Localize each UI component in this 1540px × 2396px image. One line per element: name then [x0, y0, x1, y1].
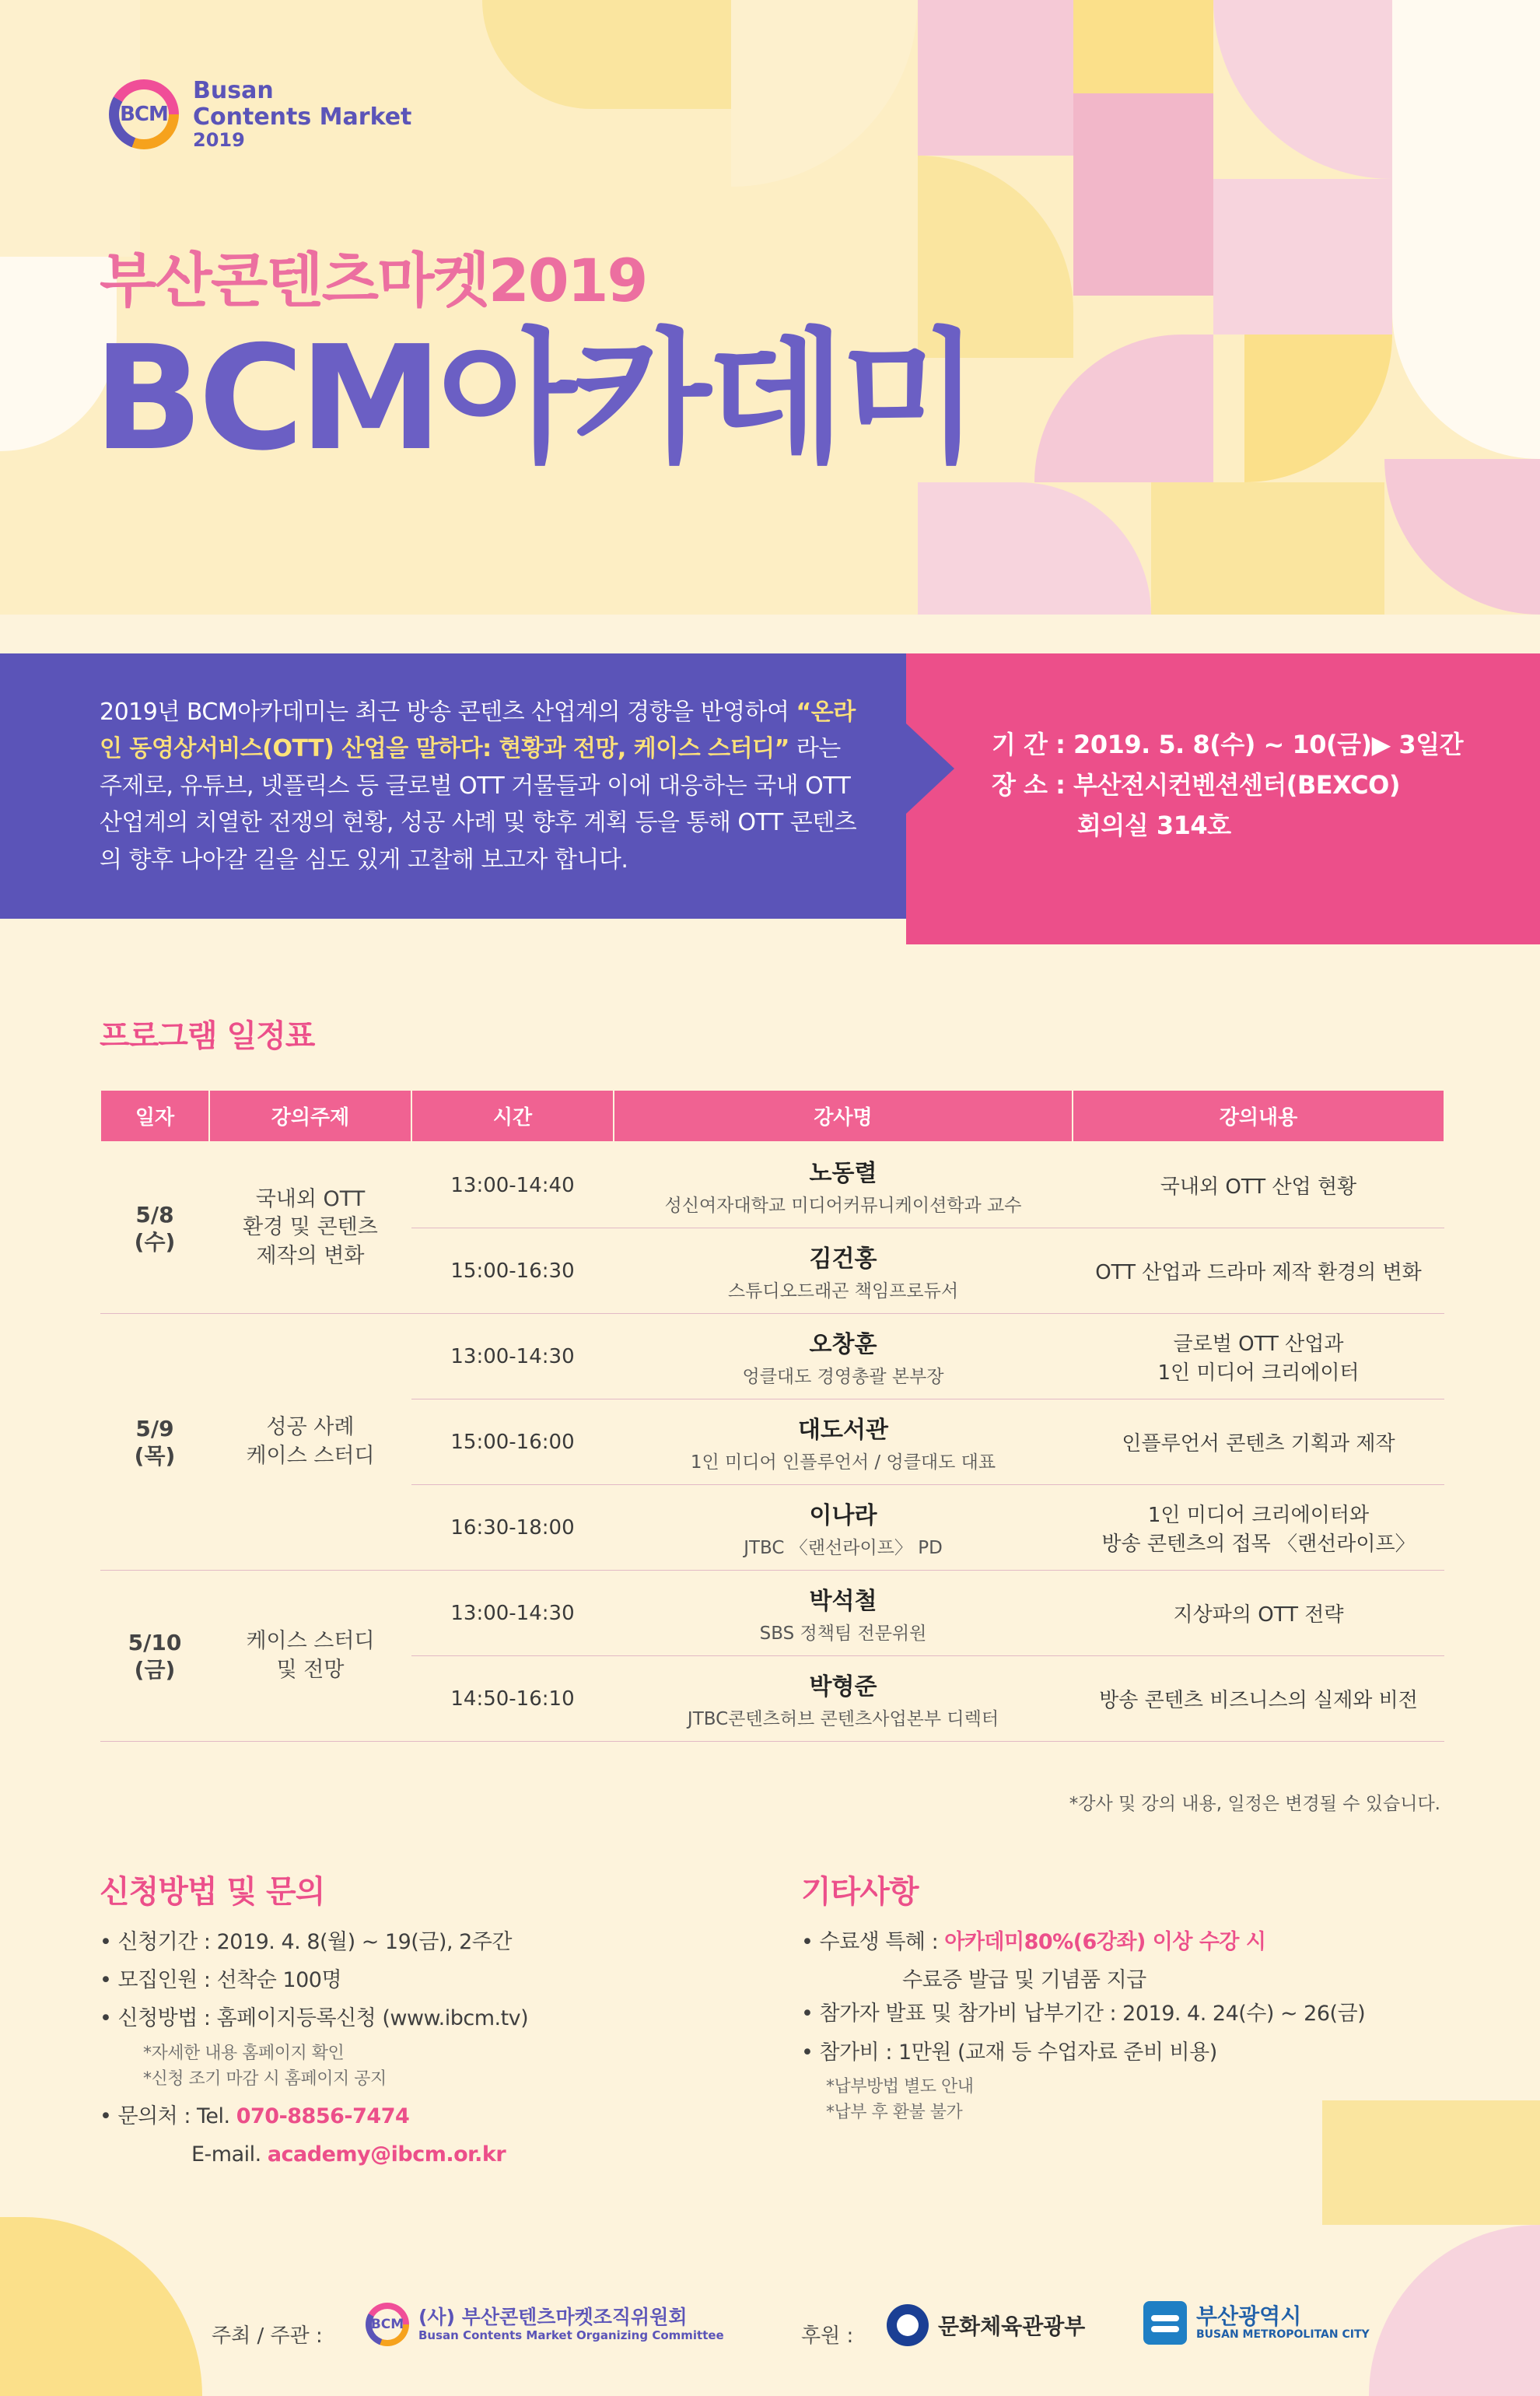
bg-shape-5 — [1073, 93, 1213, 296]
apply-item-capacity: • 모집인원 : 선착순 100명 — [100, 1968, 342, 1993]
footer-sponsor-2 — [1143, 2301, 1370, 2345]
table-row — [100, 1571, 1444, 1656]
apply-email[interactable]: academy@ibcm.or.kr — [267, 2142, 506, 2167]
lecturer-affiliation: 성신여자대학교 미디어커뮤니케이션학과 교수 — [664, 1196, 1022, 1216]
apply-section-title: 신청방법 및 문의 — [100, 1874, 325, 1910]
table-row — [100, 1314, 1444, 1399]
col-time: 시간 — [411, 1090, 614, 1142]
logo-line-1: Busan — [193, 77, 274, 104]
lecturer-name: 박석철 — [809, 1588, 877, 1615]
bg-shape-4 — [1392, 0, 1540, 257]
program-schedule-table — [100, 1089, 1445, 1742]
description-part1: 2019년 BCM아카데미는 최근 방송 콘텐츠 산업계의 경향을 반영하여 — [100, 699, 796, 726]
cell-lecturer — [614, 1485, 1073, 1571]
schedule-note: *강사 및 강의 내용, 일정은 변경될 수 있습니다. — [1069, 1794, 1440, 1814]
apply-note-1: *자세한 내용 홈페이지 확인 — [143, 2043, 345, 2063]
lecturer-name: 노동렬 — [809, 1160, 877, 1187]
apply-item-period: • 신청기간 : 2019. 4. 8(월) ~ 19(금), 2주간 — [100, 1930, 512, 1954]
footer-host-names — [418, 2307, 724, 2343]
footer-sponsor-2-name-en: BUSAN METROPOLITAN CITY — [1196, 2328, 1370, 2342]
bcm-logo-mark-text: BCM — [119, 89, 169, 139]
etc-benefit-highlight: 아카데미80%(6강좌) 이상 수강 시 — [944, 1930, 1266, 1954]
lecturer-name: 오창훈 — [809, 1331, 877, 1358]
col-lecturer: 강사명 — [614, 1090, 1073, 1142]
apply-email-prefix: E-mail. — [191, 2142, 268, 2167]
schedule-body — [100, 1142, 1444, 1742]
cell-lecturer — [614, 1399, 1073, 1485]
footer-host-name: (사) 부산콘텐츠마켓조직위원회 — [418, 2305, 688, 2328]
footer-sponsor-2-name: 부산광역시 — [1196, 2303, 1302, 2329]
cell-content: 1인 미디어 크리에이터와 방송 콘텐츠의 접목 〈랜선라이프〉 — [1073, 1485, 1444, 1571]
footer-sponsor-label: 후원 : — [801, 2324, 854, 2348]
lecturer-affiliation: SBS 정책팀 전문위원 — [759, 1624, 927, 1644]
description-highlight: “온라인 동영상서비스(OTT) 산업을 말하다: 현황과 전망, 케이스 스터디” — [100, 699, 856, 763]
bcm-logo-text — [193, 78, 411, 151]
lecturer-affiliation: 엉클대도 경영총괄 본부장 — [742, 1367, 944, 1387]
cell-lecturer — [614, 1571, 1073, 1656]
apply-section-body — [100, 1925, 768, 2171]
etc-section-body — [801, 1925, 1478, 2125]
bg-shape-16 — [1151, 482, 1384, 615]
cell-date: 5/8 (수) — [100, 1142, 209, 1314]
col-content: 강의내용 — [1073, 1090, 1444, 1142]
etc-fee-line: • 참가비 : 1만원 (교재 등 수업자료 준비 비용) — [801, 2040, 1217, 2065]
event-period-label: 기 간 : — [992, 730, 1066, 759]
bg-shape-7 — [1213, 179, 1392, 335]
cell-time: 13:00-14:30 — [411, 1314, 614, 1399]
description-block — [0, 653, 906, 919]
busan-city-logo-icon — [1143, 2301, 1187, 2345]
lecturer-affiliation: 1인 미디어 인플루언서 / 엉클대도 대표 — [690, 1452, 996, 1473]
cell-lecturer — [614, 1142, 1073, 1228]
event-place-room: 회의실 314호 — [1077, 810, 1231, 840]
apply-item-method: • 신청방법 : 홈페이지등록신청 (www.ibcm.tv) — [100, 2006, 529, 2031]
apply-tel[interactable]: 070-8856-7474 — [236, 2104, 410, 2128]
apply-contact-line — [100, 2100, 768, 2133]
bg-shape-1 — [918, 0, 1073, 156]
event-info-block — [906, 653, 1540, 944]
lecturer-name: 대도서관 — [798, 1417, 888, 1444]
apply-email-line — [100, 2138, 768, 2171]
cell-lecturer — [614, 1228, 1073, 1314]
footer-sponsor-2-names — [1196, 2305, 1370, 2342]
footer-sponsor-1-name: 문화체육관광부 — [938, 2314, 1086, 2339]
description-part2: 라는 주제로, 유튜브, 넷플릭스 등 글로벌 OTT 거물들과 이에 대응하는 국내 OTT 산업계의 치열한 전쟁의 현황, 성공 사례 및 향후 계획 등을 통해 OTT 콘텐츠의 향후 나아갈 길을 심도 있게 고찰해 보고자 합니다. — [100, 735, 857, 874]
lecturer-name: 박형준 — [809, 1673, 877, 1701]
cell-topic: 케이스 스터디 및 전망 — [209, 1571, 411, 1742]
footer-host-label: 주최 / 주관 : — [212, 2324, 323, 2348]
cell-time: 13:00-14:40 — [411, 1142, 614, 1228]
etc-note-2: *납부 후 환불 불가 — [826, 2102, 963, 2122]
schedule-head — [100, 1090, 1444, 1142]
cell-lecturer — [614, 1314, 1073, 1399]
etc-benefit-line — [801, 1925, 1478, 1959]
cell-time: 15:00-16:00 — [411, 1399, 614, 1485]
bcm-small-logo-icon — [366, 2303, 409, 2346]
table-row — [100, 1142, 1444, 1228]
event-period — [992, 725, 1509, 765]
col-topic: 강의주제 — [209, 1090, 411, 1142]
lecturer-affiliation: JTBC콘텐츠허브 콘텐츠사업본부 디렉터 — [687, 1709, 999, 1729]
cell-time: 15:00-16:30 — [411, 1228, 614, 1314]
lecturer-name: 이나라 — [809, 1502, 877, 1529]
government-emblem-icon — [887, 2304, 929, 2346]
cell-lecturer — [614, 1656, 1073, 1742]
etc-note-1: *납부방법 별도 안내 — [826, 2076, 974, 2096]
lecturer-affiliation: 스튜디오드래곤 책임프로듀서 — [727, 1281, 959, 1301]
apply-note-2: *신청 조기 마감 시 홈페이지 공지 — [143, 2068, 387, 2089]
cell-content: 지상파의 OTT 전략 — [1073, 1571, 1444, 1656]
poster-subtitle: 부산콘텐츠마켓2019 — [100, 246, 647, 315]
poster-title: BCM아카데미 — [93, 314, 975, 482]
cell-time: 14:50-16:10 — [411, 1656, 614, 1742]
apply-contact-prefix: • 문의처 : Tel. — [100, 2104, 236, 2128]
bcm-logo-icon — [109, 79, 179, 149]
logo-line-2: Contents Market — [193, 103, 412, 131]
cell-topic: 국내외 OTT 환경 및 콘텐츠 제작의 변화 — [209, 1142, 411, 1314]
logo-line-3: 2019 — [193, 129, 245, 152]
schedule-header-row — [100, 1090, 1444, 1142]
description-arrow — [906, 723, 954, 814]
event-place-value: 부산전시컨벤션센터(BEXCO) — [1073, 769, 1400, 800]
event-place — [992, 765, 1509, 806]
cell-date: 5/10 (금) — [100, 1571, 209, 1742]
etc-benefit-prefix: • 수료생 특혜 : — [801, 1930, 945, 1954]
cell-content: 방송 콘텐츠 비즈니스의 실제와 비전 — [1073, 1656, 1444, 1742]
lecturer-name: 김건홍 — [809, 1245, 877, 1273]
bcm-logo — [109, 78, 411, 151]
col-date: 일자 — [100, 1090, 209, 1142]
footer-host-name-en: Busan Contents Market Organizing Committee — [418, 2328, 724, 2343]
cell-time: 16:30-18:00 — [411, 1485, 614, 1571]
etc-announce-line: • 참가자 발표 및 참가비 납부기간 : 2019. 4. 24(수) ~ 26(금) — [801, 2002, 1366, 2026]
bcm-small-logo-text: BCM — [372, 2309, 403, 2340]
event-place-label: 장 소 : — [992, 769, 1066, 800]
event-period-value: 2019. 5. 8(수) ~ 10(금)▶ 3일간 — [1073, 730, 1464, 759]
program-section-title: 프로그램 일정표 — [100, 1018, 315, 1054]
cell-time: 13:00-14:30 — [411, 1571, 614, 1656]
cell-content: 국내외 OTT 산업 현황 — [1073, 1142, 1444, 1228]
footer-sponsor-1 — [887, 2304, 1085, 2346]
cell-content: OTT 산업과 드라마 제작 환경의 변화 — [1073, 1228, 1444, 1314]
cell-content: 글로벌 OTT 산업과 1인 미디어 크리에이터 — [1073, 1314, 1444, 1399]
etc-benefit-sub: 수료증 발급 및 기념품 지급 — [902, 1968, 1146, 1993]
etc-section-title: 기타사항 — [801, 1874, 919, 1910]
cell-date: 5/9 (목) — [100, 1314, 209, 1571]
cell-topic: 성공 사례 케이스 스터디 — [209, 1314, 411, 1571]
lecturer-affiliation: JTBC 〈랜선라이프〉 PD — [744, 1538, 943, 1558]
cell-content: 인플루언서 콘텐츠 기획과 제작 — [1073, 1399, 1444, 1485]
footer-host-logo — [366, 2303, 724, 2346]
bg-shape-2 — [1073, 0, 1213, 93]
